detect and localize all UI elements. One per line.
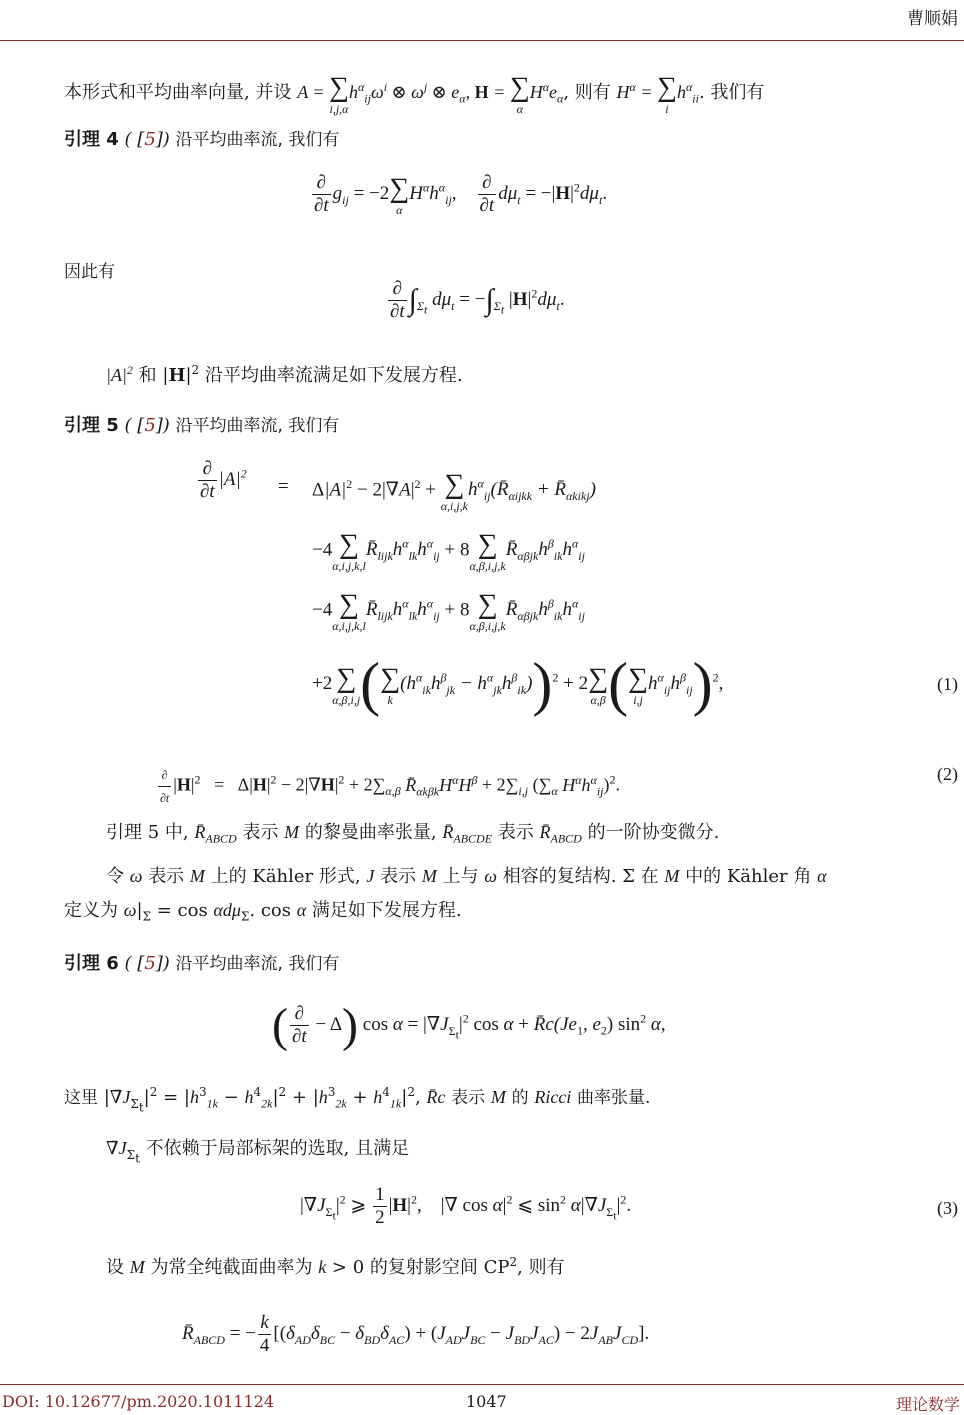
lemma-6-ref: ( [5]) <box>124 953 170 974</box>
here-line: 这里 $|\nablāJ_{\Sigma_t}|^2 = |h^3_{1k} - h^4_{2k}|^2 + |h^3_{2k} + h^4_{1k}|^2$, R̄c 表示 M 的 Ricci 曲率张量. <box>64 1085 651 1114</box>
eq1-equals: = <box>278 476 289 497</box>
second-fundamental-form-def: A = ∑ i,j,α $h^\alpha_{ij}\omega^i$ ⊗ $\omega^j$ ⊗ $e_\alpha$, H = ∑ α $H^\alpha e_\alpha$ <box>297 72 564 116</box>
intro-line <box>64 73 764 115</box>
kahler-line-1: 令 ω 表示 M 上的 Kähler 形式, J 表示 M 上与 ω 相容的复结构. Σ 在 M 中的 Kähler 角 α <box>106 866 827 887</box>
lemma-5-ref: ( [5]) <box>124 415 170 436</box>
curvature-tensor-equation: $R̄_{ABCD}$ = − $\frac{k}{4}$ $[(\delta_{AD}\delta_{BC} - \delta_{BD}\delta_{AC}) + (J_{AD}J_{BC} - J_{BD}J_{AC}) - 2J_{AB}J_{CD}]$. <box>182 1312 650 1356</box>
lemma-5-heading <box>64 414 339 438</box>
lemma-5-text: 沿平均曲率流, 我们有 <box>175 416 340 436</box>
eq1-row1: $\frac{\partial}{\partial t}$ $|A|^2$ <box>200 458 247 502</box>
footer-journal[interactable]: 理论数学 <box>895 1395 960 1414</box>
equation-number-2: (2) <box>937 764 958 784</box>
citation-link[interactable]: 5 <box>144 415 156 436</box>
lemma-6-heading <box>64 952 339 976</box>
lemma-4-equation: $\frac{\partial}{\partial t}$ $g_{ij} = -2$ ∑ α $H^\alpha h^\alpha_{ij}$, $\frac{\partial}{\partial t}$ $d\mu_t = -|H|^2d\mu_t$. <box>314 172 608 217</box>
intro-prefix: 本形式和平均曲率向量, 并设 <box>64 82 292 104</box>
set-line: 设 M 为常全纯截面曲率为 k > 0 的复射影空间 $CP^2$, 则有 <box>106 1255 565 1278</box>
citation-link[interactable]: 5 <box>144 953 156 974</box>
eq1-row2: −4 ∑ α,i,j,k,l $R̄_{lijk}h^\alpha_{lk}h^\alpha_{ij} + 8$ ∑ α,β,i,j,k $R̄_{\alpha\beta jk}h^\beta_{ik}h^\alpha_{ij}$ <box>312 529 585 573</box>
eq3: $|\nablāJ_{\Sigma_t}|^2$ ⩾ $\frac{1}{2}$ $|H|^2$, |∇ $\cos \alpha|^2$ ⩽ $\sin^2$ $\alpha|\nablāJ_{\Sigma_t}|^2$. <box>300 1184 632 1228</box>
lemma-6-equation: ( $\frac{\partial}{\partial t}$ − Δ) $\cos \alpha = |\nablāJ_{\Sigma_t}|^2$ $\cos \alpha + R̄c(Je_1$, $e_2$) $\sin^2 \alpha$, <box>272 999 666 1052</box>
therefore-label: 因此有 <box>64 262 115 282</box>
eq1-row3: −4 ∑ α,i,j,k,l $R̄_{lijk}h^\alpha_{lk}h^\alpha_{ij} + 8$ ∑ α,β,i,j,k $R̄_{\alpha\beta jk}h^\beta_{ik}h^\alpha_{ij}$ <box>312 589 585 633</box>
lemma-4-ref: ( [5]) <box>124 129 170 150</box>
evolution-sentence: $|A|^2$ 和 $|H|^2$ 沿平均曲率流满足如下发展方程. <box>106 363 463 386</box>
equation-number-1: (1) <box>937 674 958 694</box>
lemma-5-title: 引理 5 <box>64 415 119 436</box>
lemma-4-heading <box>64 128 339 152</box>
header-rule <box>0 40 964 41</box>
page-number: 1047 <box>466 1392 507 1411</box>
eq1-row4: +2 ∑ α,β,i,j ( ∑ k $(h^\alpha_{ik}h^\beta_{jk} - h^\alpha_{jk}h^\beta_{ik}))^2 + 2$ ∑ α,β ( ∑ i,j $h^\alpha_{ij}h^\beta_{ij})^2$, <box>312 651 724 717</box>
intro-suffix: . 我们有 <box>698 82 765 104</box>
independence-line: $\nablāJ_{\Sigma_t}$ 不依赖于局部标架的选取, 且满足 <box>106 1138 410 1165</box>
footer-doi[interactable]: DOI: 10.12677/pm.2020.1011124 <box>2 1392 275 1411</box>
equation-number-3: (3) <box>937 1198 958 1218</box>
lemma-6-text: 沿平均曲率流, 我们有 <box>175 954 340 974</box>
integral-equation: $\frac{\partial}{\partial t}$ $\int_{\Sigma_t}$ $d\mu_t = -\int_{\Sigma_t}$ $|H|^2d\mu_t$. <box>390 278 565 322</box>
lemma-4-title: 引理 4 <box>64 129 119 150</box>
footer-rule <box>0 1384 964 1385</box>
running-header-author: 曹顺娟 <box>907 9 958 29</box>
citation-link[interactable]: 5 <box>144 129 156 150</box>
lemma-6-title: 引理 6 <box>64 953 119 974</box>
kahler-line-2: 定义为 $\omega|_\Sigma = \cos \alpha d\mu_\Sigma$. cos α 满足如下发展方程. <box>64 900 462 924</box>
mean-curvature-components: $H^\alpha$ = ∑ i $h^\alpha_{ii}$ <box>616 72 699 116</box>
remark-curvature: 引理 5 中, $R̄_{ABCD}$ 表示 M 的黎曼曲率张量, $R̄_{ABCDE}$ 表示 $R̄_{ABCD}$ 的一阶协变微分. <box>106 822 720 846</box>
intro-mid: , 则有 <box>563 82 611 104</box>
eq1-row1-rhs: $\Delta|A|^2 - 2|\nabla A|^2$ + ∑ α,i,j,k $h^\alpha_{ij}(R̄_{\alpha ijkk}$ + $R̄_{\alpha kikj}$) <box>312 469 596 513</box>
lemma-4-text: 沿平均曲率流, 我们有 <box>175 130 340 150</box>
eq2: $\frac{\partial}{\partial t}$ $|H|^2 = \Delta|H|^2 - 2|\nabla H|^2 + 2\sum_{\alpha,\beta}$ $R̄_{\alpha k\beta k}H^\alpha H^\beta + 2\sum_{i,j}$ ($\sum_\alpha$ $H^\alpha h^\alpha_{ij})^2$. <box>156 764 620 809</box>
